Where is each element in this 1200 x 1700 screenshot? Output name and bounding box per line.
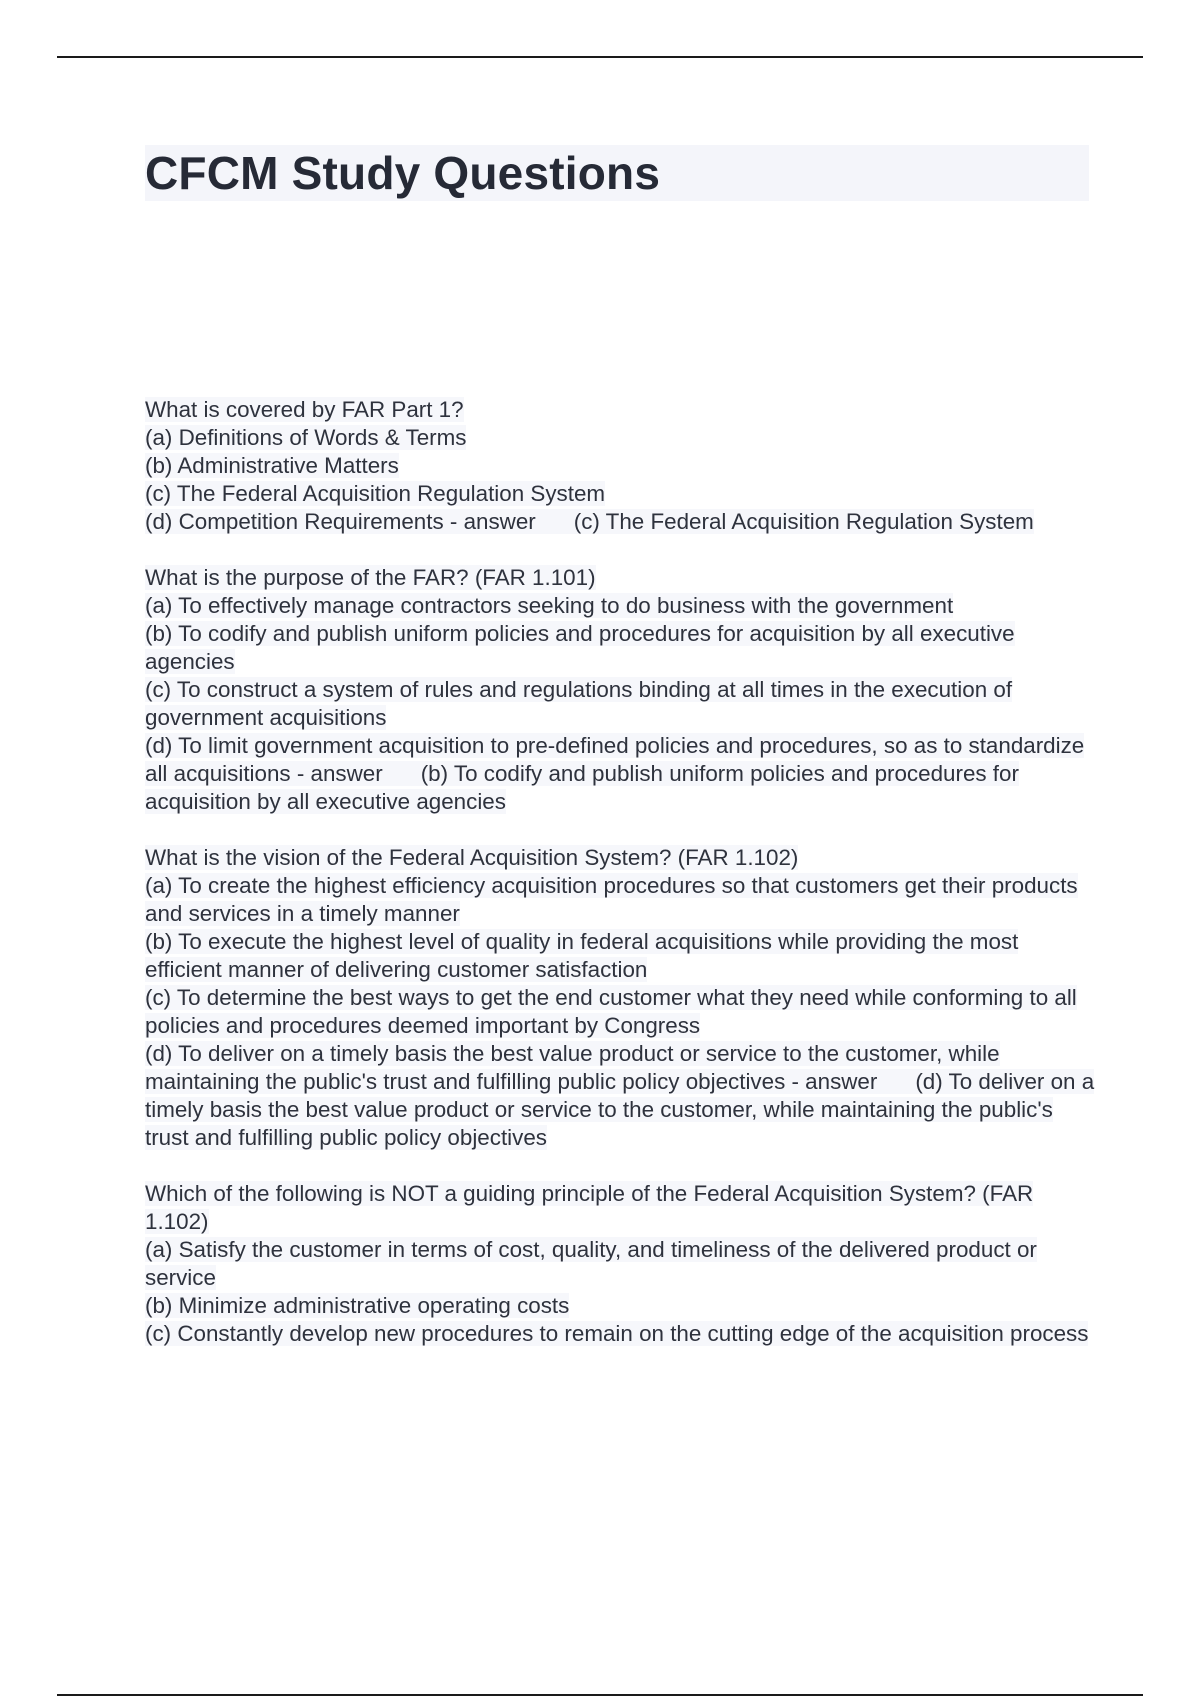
option-b: (b) Administrative Matters bbox=[145, 453, 399, 478]
option-a: (a) Satisfy the customer in terms of cost, quality, and timeliness of the delivered product or service bbox=[145, 1237, 1037, 1290]
option-b: (b) To execute the highest level of quality in federal acquisitions while providing the most efficient manner of delivering customer satisfaction bbox=[145, 929, 1019, 982]
question-block bbox=[145, 1180, 1095, 1348]
question-text: What is the vision of the Federal Acquisition System? (FAR 1.102) bbox=[145, 845, 799, 870]
question-block bbox=[145, 564, 1095, 816]
answer-text: (d) To deliver on a timely basis the best value product or service to the customer, while maintaining the public's trust and fulfilling public policy objectives bbox=[145, 1069, 1095, 1150]
answer-text: (c) The Federal Acquisition Regulation System bbox=[573, 509, 1034, 534]
option-a: (a) Definitions of Words & Terms bbox=[145, 425, 467, 450]
question-block bbox=[145, 396, 1095, 536]
question-block bbox=[145, 844, 1095, 1152]
question-list bbox=[145, 396, 1095, 1376]
answer-text: (b) To codify and publish uniform policies and procedures for acquisition by all executive agencies bbox=[145, 761, 1019, 814]
option-c: (c) To determine the best ways to get the end customer what they need while conforming to all policies and procedures deemed important by Congress bbox=[145, 985, 1077, 1038]
option-b: (b) To codify and publish uniform policies and procedures for acquisition by all executive agencies bbox=[145, 621, 1015, 674]
question-text: What is covered by FAR Part 1? bbox=[145, 397, 464, 422]
option-d: (d) To limit government acquisition to pre-defined policies and procedures, so as to standardize all acquisitions - answer bbox=[145, 733, 1085, 786]
option-d: (d) To deliver on a timely basis the best value product or service to the customer, while maintaining the public's trust and fulfilling public policy objectives - answer bbox=[145, 1041, 1000, 1094]
option-c: (c) The Federal Acquisition Regulation System bbox=[145, 481, 606, 506]
question-text: What is the purpose of the FAR? (FAR 1.101) bbox=[145, 565, 596, 590]
option-c: (c) To construct a system of rules and regulations binding at all times in the execution of government acquisitions bbox=[145, 677, 1013, 730]
page-title: CFCM Study Questions bbox=[145, 147, 661, 199]
option-a: (a) To effectively manage contractors seeking to do business with the government bbox=[145, 593, 954, 618]
option-b: (b) Minimize administrative operating costs bbox=[145, 1293, 570, 1318]
option-a: (a) To create the highest efficiency acquisition procedures so that customers get their products and services in a timely manner bbox=[145, 873, 1078, 926]
top-rule bbox=[57, 56, 1143, 58]
bottom-rule bbox=[57, 1694, 1143, 1696]
question-text: Which of the following is NOT a guiding principle of the Federal Acquisition System? (FAR 1.102) bbox=[145, 1181, 1034, 1234]
option-c: (c) Constantly develop new procedures to remain on the cutting edge of the acquisition process bbox=[145, 1321, 1089, 1346]
option-d: (d) Competition Requirements - answer bbox=[145, 509, 536, 534]
